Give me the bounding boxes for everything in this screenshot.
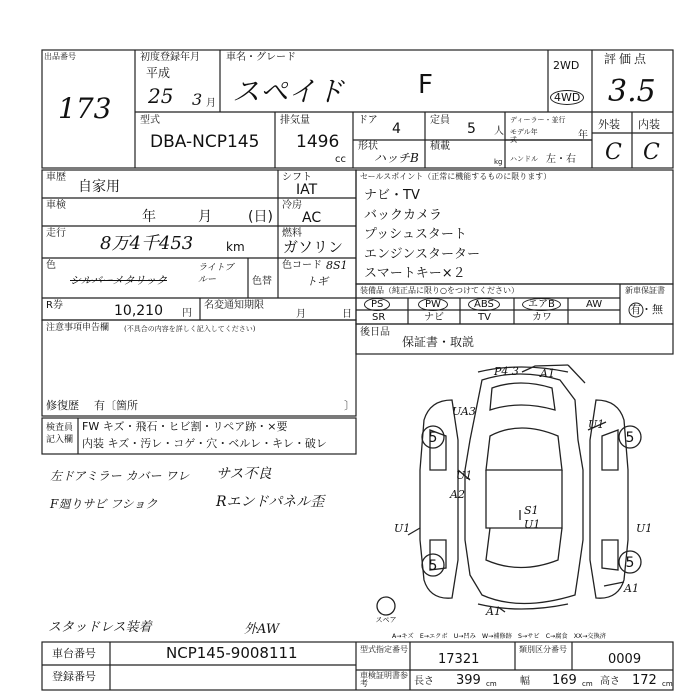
color-code-value: 8S1 bbox=[326, 259, 348, 272]
capacity-value: 5 bbox=[467, 121, 476, 137]
notes-label: 注意事項申告欄 bbox=[46, 323, 110, 333]
car-grade: F bbox=[418, 70, 433, 100]
mileage-label: 走行 bbox=[46, 228, 66, 239]
diagram-mark: U1 bbox=[524, 518, 541, 531]
repair-value: 有〔箇所 bbox=[94, 399, 138, 412]
diagram-mark: UA3 bbox=[452, 405, 476, 418]
sales-title: セールスポイント（正常に機能するものに限ります） bbox=[360, 172, 552, 181]
shaken-day: (日) bbox=[248, 209, 273, 225]
fuel-value: ガソリン bbox=[283, 238, 344, 256]
door-value: 4 bbox=[392, 121, 401, 137]
score-value: 3.5 bbox=[608, 74, 656, 109]
diagram-mark: S1 bbox=[524, 504, 539, 517]
equip-tv: TV bbox=[478, 312, 491, 323]
ac-label: 冷房 bbox=[282, 200, 302, 211]
equipment-title: 装備品（純正品に限り○をつけてください） bbox=[360, 286, 519, 295]
shape-label: 形状 bbox=[358, 141, 378, 152]
shift-label: シフト bbox=[282, 172, 312, 183]
recycle-value: 10,210 bbox=[114, 303, 163, 319]
handwritten-line2b: Rエンドパネル歪 bbox=[216, 494, 325, 510]
diagram-mark: U1 bbox=[456, 469, 473, 482]
color-new: ライトブルー bbox=[198, 263, 234, 285]
history-value: 自家用 bbox=[78, 179, 120, 195]
color-code-extra: トギ bbox=[306, 275, 328, 288]
tire-value: 5 bbox=[625, 430, 635, 446]
diagram-mark: P4 3 bbox=[494, 365, 519, 378]
exterior-label: 外装 bbox=[598, 118, 620, 131]
chassis-value: NCP145-9008111 bbox=[166, 644, 298, 662]
warranty-label: 新車保証書 bbox=[625, 286, 665, 295]
equip-aw: AW bbox=[586, 299, 603, 310]
first-reg-label: 初度登録年月 bbox=[140, 52, 200, 63]
inspector-label: 検査員記入欄 bbox=[46, 423, 74, 445]
notice-day: 日 bbox=[342, 309, 352, 320]
cert-label: 車検証明書参考 bbox=[360, 671, 408, 688]
after-value: 保証書・取説 bbox=[402, 335, 475, 349]
handwritten-line1b: サス不良 bbox=[216, 466, 272, 482]
type-spec-value: 17321 bbox=[438, 652, 480, 667]
fuel-label: 燃料 bbox=[282, 228, 302, 239]
tire-value: 5 bbox=[428, 558, 438, 574]
interior-label: 内装 bbox=[638, 118, 660, 131]
color-code-label: 色コード bbox=[282, 260, 322, 271]
repair-end: 〕 bbox=[344, 399, 355, 412]
notes-sub: (不具合の内容を詳しく記入してください) bbox=[124, 325, 256, 333]
history-label: 車歴 bbox=[46, 172, 66, 183]
mileage-value: 8万4千453 bbox=[100, 233, 194, 254]
diagram-mark: U1 bbox=[636, 522, 653, 535]
tire-value: 5 bbox=[625, 555, 635, 571]
model-year-label: モデル年式 bbox=[510, 128, 538, 144]
length-value: 399 bbox=[456, 673, 481, 688]
sales-point-item: プッシュスタート bbox=[364, 227, 467, 242]
exterior-grade: C bbox=[605, 140, 622, 165]
spare-label: スペア bbox=[375, 616, 397, 624]
equip-leather: カワ bbox=[532, 312, 552, 323]
handwritten-line1: 左ドアミラー カバー ワレ bbox=[50, 469, 190, 483]
height-label: 高さ bbox=[600, 676, 620, 687]
diagram-legend: A→キズ E→エクボ U→凹み W→補修跡 S→サビ C→腐食 XX→交換済 bbox=[392, 633, 606, 640]
notice-month: 月 bbox=[296, 309, 306, 320]
tire-value: 5 bbox=[428, 430, 438, 446]
handle-label: ハンドル bbox=[510, 155, 538, 163]
lot-number: 173 bbox=[58, 92, 112, 125]
drive-4wd: 4WD bbox=[550, 90, 584, 105]
diagram-mark: A1 bbox=[486, 605, 501, 618]
dealer-label: ディーラー・並行 bbox=[510, 116, 566, 124]
sales-point-item: ナビ・TV bbox=[364, 188, 420, 203]
drive-2wd: 2WD bbox=[553, 59, 580, 72]
shift-value: IAT bbox=[296, 182, 318, 198]
reg-year: 25 bbox=[148, 84, 174, 108]
displacement-label: 排気量 bbox=[280, 115, 310, 126]
displacement-unit: cc bbox=[335, 154, 346, 165]
reg-month: 3 bbox=[192, 90, 203, 109]
era: 平成 bbox=[146, 66, 171, 80]
score-label: 評価点 bbox=[604, 52, 650, 66]
chassis-label: 車台番号 bbox=[52, 647, 96, 660]
equip-navi: ナビ bbox=[424, 312, 444, 323]
model-label: 型式 bbox=[140, 115, 160, 126]
load-unit: kg bbox=[494, 158, 503, 166]
shaken-month: 月 bbox=[198, 209, 212, 225]
capacity-unit: 人 bbox=[494, 126, 504, 137]
length-unit: cm bbox=[486, 680, 497, 688]
handle-value: 左・右 bbox=[546, 154, 576, 165]
height-value: 172 bbox=[632, 673, 657, 688]
after-label: 後日品 bbox=[360, 327, 390, 338]
name-change-label: 名変通知期限 bbox=[204, 300, 264, 311]
warranty-value: 有・無 bbox=[630, 303, 663, 316]
lot-label: 出品番号 bbox=[44, 52, 76, 61]
inspector-row1: FW キズ・飛石・ヒビ割・リペア跡・×要 bbox=[82, 420, 288, 433]
diagram-mark: U1 bbox=[588, 418, 605, 431]
repair-label: 修復歴 bbox=[46, 399, 79, 412]
equip-abs: ABS bbox=[468, 298, 500, 311]
handwritten-line3: スタッドレス装着 bbox=[48, 620, 152, 635]
length-label: 長さ bbox=[414, 676, 434, 687]
width-value: 169 bbox=[552, 673, 577, 688]
handwritten-line2: F廻りサビ フショク bbox=[50, 497, 158, 511]
ac-value: AC bbox=[302, 210, 322, 226]
mileage-unit: km bbox=[226, 240, 245, 254]
height-unit: cm bbox=[662, 680, 673, 688]
capacity-label: 定員 bbox=[430, 115, 450, 126]
sales-point-item: スマートキー×２ bbox=[364, 266, 466, 281]
equip-sr: SR bbox=[372, 312, 386, 323]
class-label: 類別区分番号 bbox=[519, 645, 567, 654]
color-label: 色 bbox=[46, 260, 56, 271]
equip-airbag: エアB bbox=[522, 298, 561, 311]
width-label: 幅 bbox=[520, 676, 530, 687]
sales-point-item: エンジンスターター bbox=[364, 246, 480, 262]
car-name-label: 車名・グレード bbox=[226, 52, 296, 63]
class-value: 0009 bbox=[608, 652, 642, 667]
recycle-unit: 円 bbox=[182, 308, 192, 319]
diagram-mark: A2 bbox=[450, 488, 465, 501]
sales-point-item: バックカメラ bbox=[364, 207, 443, 223]
diagram-mark: A1 bbox=[624, 582, 639, 595]
inspector-row2: 内装 キズ・汚レ・コゲ・穴・ベルレ・キレ・破レ bbox=[82, 437, 327, 450]
shape-value: ハッチB bbox=[374, 151, 419, 165]
equip-pw: PW bbox=[418, 298, 448, 311]
displacement-value: 1496 bbox=[296, 132, 340, 152]
interior-grade: C bbox=[643, 140, 660, 165]
car-name: スペイド bbox=[232, 75, 345, 108]
model-year-unit: 年 bbox=[578, 130, 588, 141]
model-value: DBA-NCP145 bbox=[150, 132, 260, 152]
diagram-mark: U1 bbox=[394, 522, 411, 535]
recycle-label: R券 bbox=[46, 300, 63, 311]
color-value: シルバーメタリック bbox=[70, 274, 167, 287]
door-label: ドア bbox=[358, 115, 378, 126]
equip-ps: PS bbox=[364, 298, 390, 311]
load-label: 積載 bbox=[430, 141, 450, 152]
color-change-label: 色替 bbox=[252, 276, 272, 287]
shaken-year: 年 bbox=[142, 209, 156, 225]
handwritten-line3b: 外AW bbox=[244, 622, 280, 637]
type-spec-label: 型式指定番号 bbox=[360, 645, 408, 654]
reg-month-unit: 月 bbox=[206, 98, 216, 109]
width-unit: cm bbox=[582, 680, 593, 688]
registration-label: 登録番号 bbox=[52, 670, 96, 683]
shaken-label: 車検 bbox=[46, 200, 66, 211]
diagram-mark: A1 bbox=[540, 367, 555, 380]
